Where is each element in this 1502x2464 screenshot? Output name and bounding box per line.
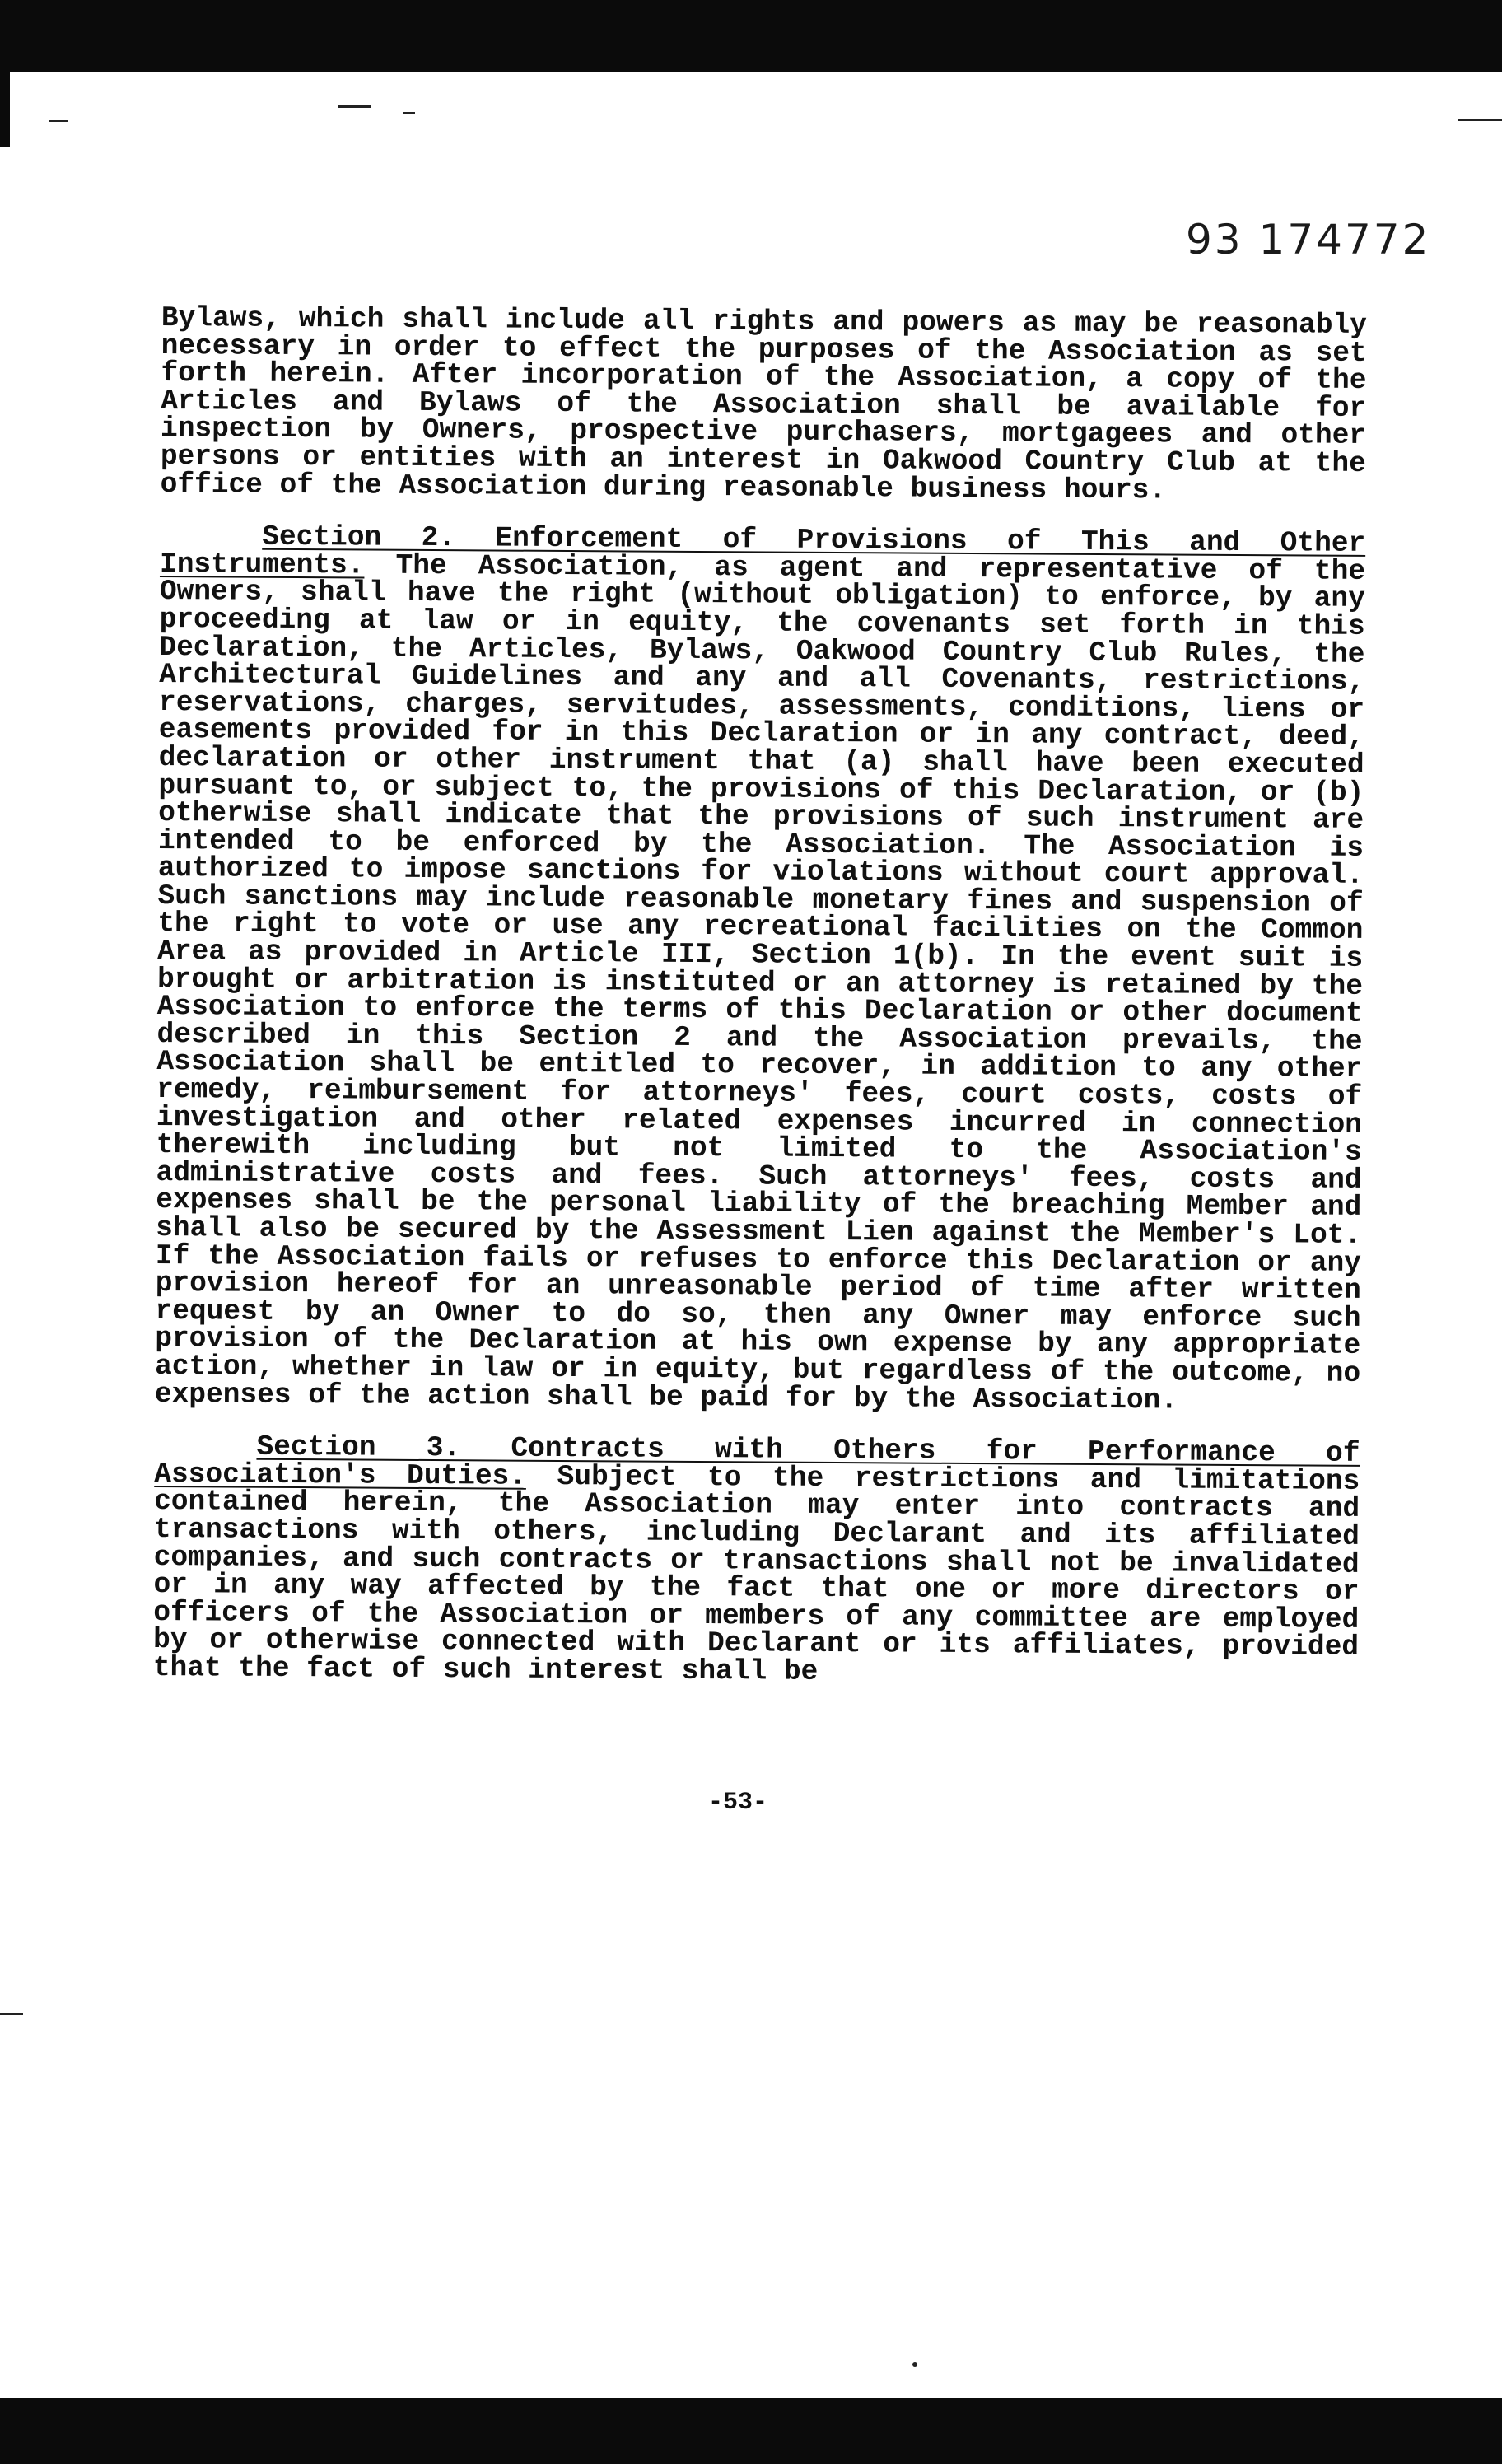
page-number: -53- — [708, 1789, 768, 1817]
scan-speck — [338, 105, 371, 108]
section-2-text: The Association, as agent and representative of the Owners, shall have the right (without obligation) to enforce, by any proceeding at law or in equity, the covenants set forth in this Declaration, the Articles, Bylaws, Oakwood Country Club Rules, the Architectural Guidelines and any and all Covenants, restrictions, reservations, charges, servitudes, assessments, conditions, liens or easements provided for in this Declaration or in any contract, deed, declaration or other instrument that (a) shall have been executed pursuant to, or subject to, the provisions of this Declaration, or (b) otherwise shall indicate that the provisions of such instrument are intended to be enforced by the Association. The Association is authorized to impose sanctions for violations without court approval. Such sanctions may include reasonable monetary fines and suspension of the right to vote or use any recreational facilities on the Common Area as provided in Article III, Section 1(b). In the event suit is brought or arbitration is instituted or an attorney is retained by the Association to enforce the terms of this Declaration or other document described in this Section 2 and the Association prevails, the Association shall be entitled to recover, in addition to any other remedy, reimbursement for attorneys' fees, court costs, costs of investigation and other related expenses incurred in connection therewith including but not limited to the Association's administrative costs and fees. Such attorneys' fees, costs and expenses shall be the personal liability of the breaching Member and shall also be secured by the Assessment Lien against the Member's Lot. If the Association fails or refuses to enforce this Declaration or any provision hereof for an unreasonable period of time after written request by an Owner to do so, then any Owner may enforce such provision of the Declaration at his own expense by any appropriate action, whether in law or in equity, but regardless of the outcome, no expenses of the action shall be paid for by the Association. — [154, 549, 1366, 1417]
paragraph-section-2 — [154, 520, 1366, 1417]
scan-border-top — [0, 0, 1502, 72]
document-body — [152, 302, 1367, 1689]
scan-border-left — [0, 72, 10, 147]
document-number: 93 174772 — [1186, 216, 1431, 264]
scan-speck — [49, 120, 68, 122]
scan-speck — [912, 2362, 917, 2367]
section-3-text: Subject to the restrictions and limitations contained herein, the Association may enter into contracts and transactions with others, including Declarant and its affiliated companies, and such contracts or transactions shall not be invalidated or in any way affected by the fact that one or more directors or officers of the Association or members of any committee are employed by or otherwise connected with Declarant or its affiliates, provided that the fact of such interest shall be — [152, 1460, 1360, 1688]
paragraph-text: Bylaws, which shall include all rights and powers as may be reasonably necessary in order to effect the purposes of the Association as set forth herein. After incorporation of the Association, a copy of the Articles and Bylaws of the Association shall be available for inspection by Owners, prospective purchasers, mortgagees and other persons or entities with an interest in Oakwood Country Club at the office of the Association during reasonable business hours. — [160, 302, 1367, 507]
section-3-heading: Section 3. Contracts with Others for Performance of Association's Duties. — [154, 1430, 1360, 1493]
scan-speck — [0, 2013, 23, 2015]
paragraph-bylaws — [160, 302, 1367, 507]
section-2-heading: Section 2. Enforcement of Provisions of This and Other Instruments. — [159, 520, 1366, 582]
scan-border-bottom — [0, 2398, 1502, 2464]
scan-speck — [1458, 119, 1502, 121]
paragraph-section-3 — [152, 1430, 1360, 1689]
scan-speck — [403, 112, 415, 114]
